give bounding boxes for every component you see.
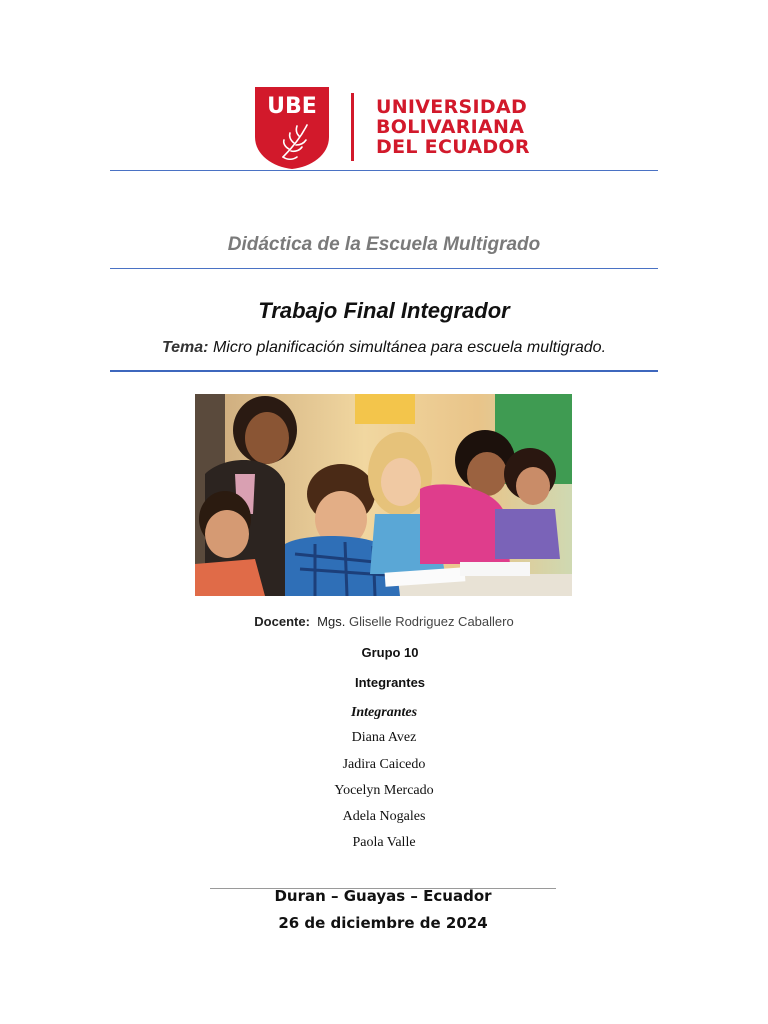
subject-divider bbox=[110, 268, 658, 269]
logo-acronym: UBE bbox=[267, 94, 317, 119]
members-subheading: Integrantes bbox=[350, 705, 418, 720]
member-name: Diana Avez bbox=[351, 730, 417, 745]
member-name: Paola Valle bbox=[352, 835, 416, 850]
document-title: Trabajo Final Integrador bbox=[258, 298, 510, 323]
teacher-name: Gliselle Rodriguez Caballero bbox=[348, 614, 514, 629]
date: 26 de diciembre de 2024 bbox=[278, 914, 488, 932]
topic-label: Tema: bbox=[161, 339, 209, 356]
teacher-label: Docente: bbox=[254, 614, 310, 629]
member-name: Yocelyn Mercado bbox=[334, 783, 434, 798]
classroom-photo bbox=[195, 394, 572, 596]
members-heading: Integrantes bbox=[354, 675, 426, 690]
group-label: Grupo 10 bbox=[361, 645, 419, 660]
course-subject: Didáctica de la Escuela Multigrado bbox=[227, 234, 541, 255]
topic-divider bbox=[110, 370, 658, 372]
header-divider bbox=[110, 170, 658, 171]
location: Duran – Guayas – Ecuador bbox=[274, 887, 492, 905]
topic-line bbox=[110, 339, 658, 357]
member-name: Jadira Caicedo bbox=[342, 757, 426, 772]
university-name: UNIVERSIDAD BOLIVARIANA DEL ECUADOR bbox=[376, 96, 530, 158]
teacher-title: Mgs. bbox=[317, 614, 346, 629]
topic-value: Micro planificación simultánea para escuela multigrado. bbox=[212, 339, 607, 356]
teacher-line bbox=[110, 614, 658, 629]
member-name: Adela Nogales bbox=[342, 809, 426, 824]
